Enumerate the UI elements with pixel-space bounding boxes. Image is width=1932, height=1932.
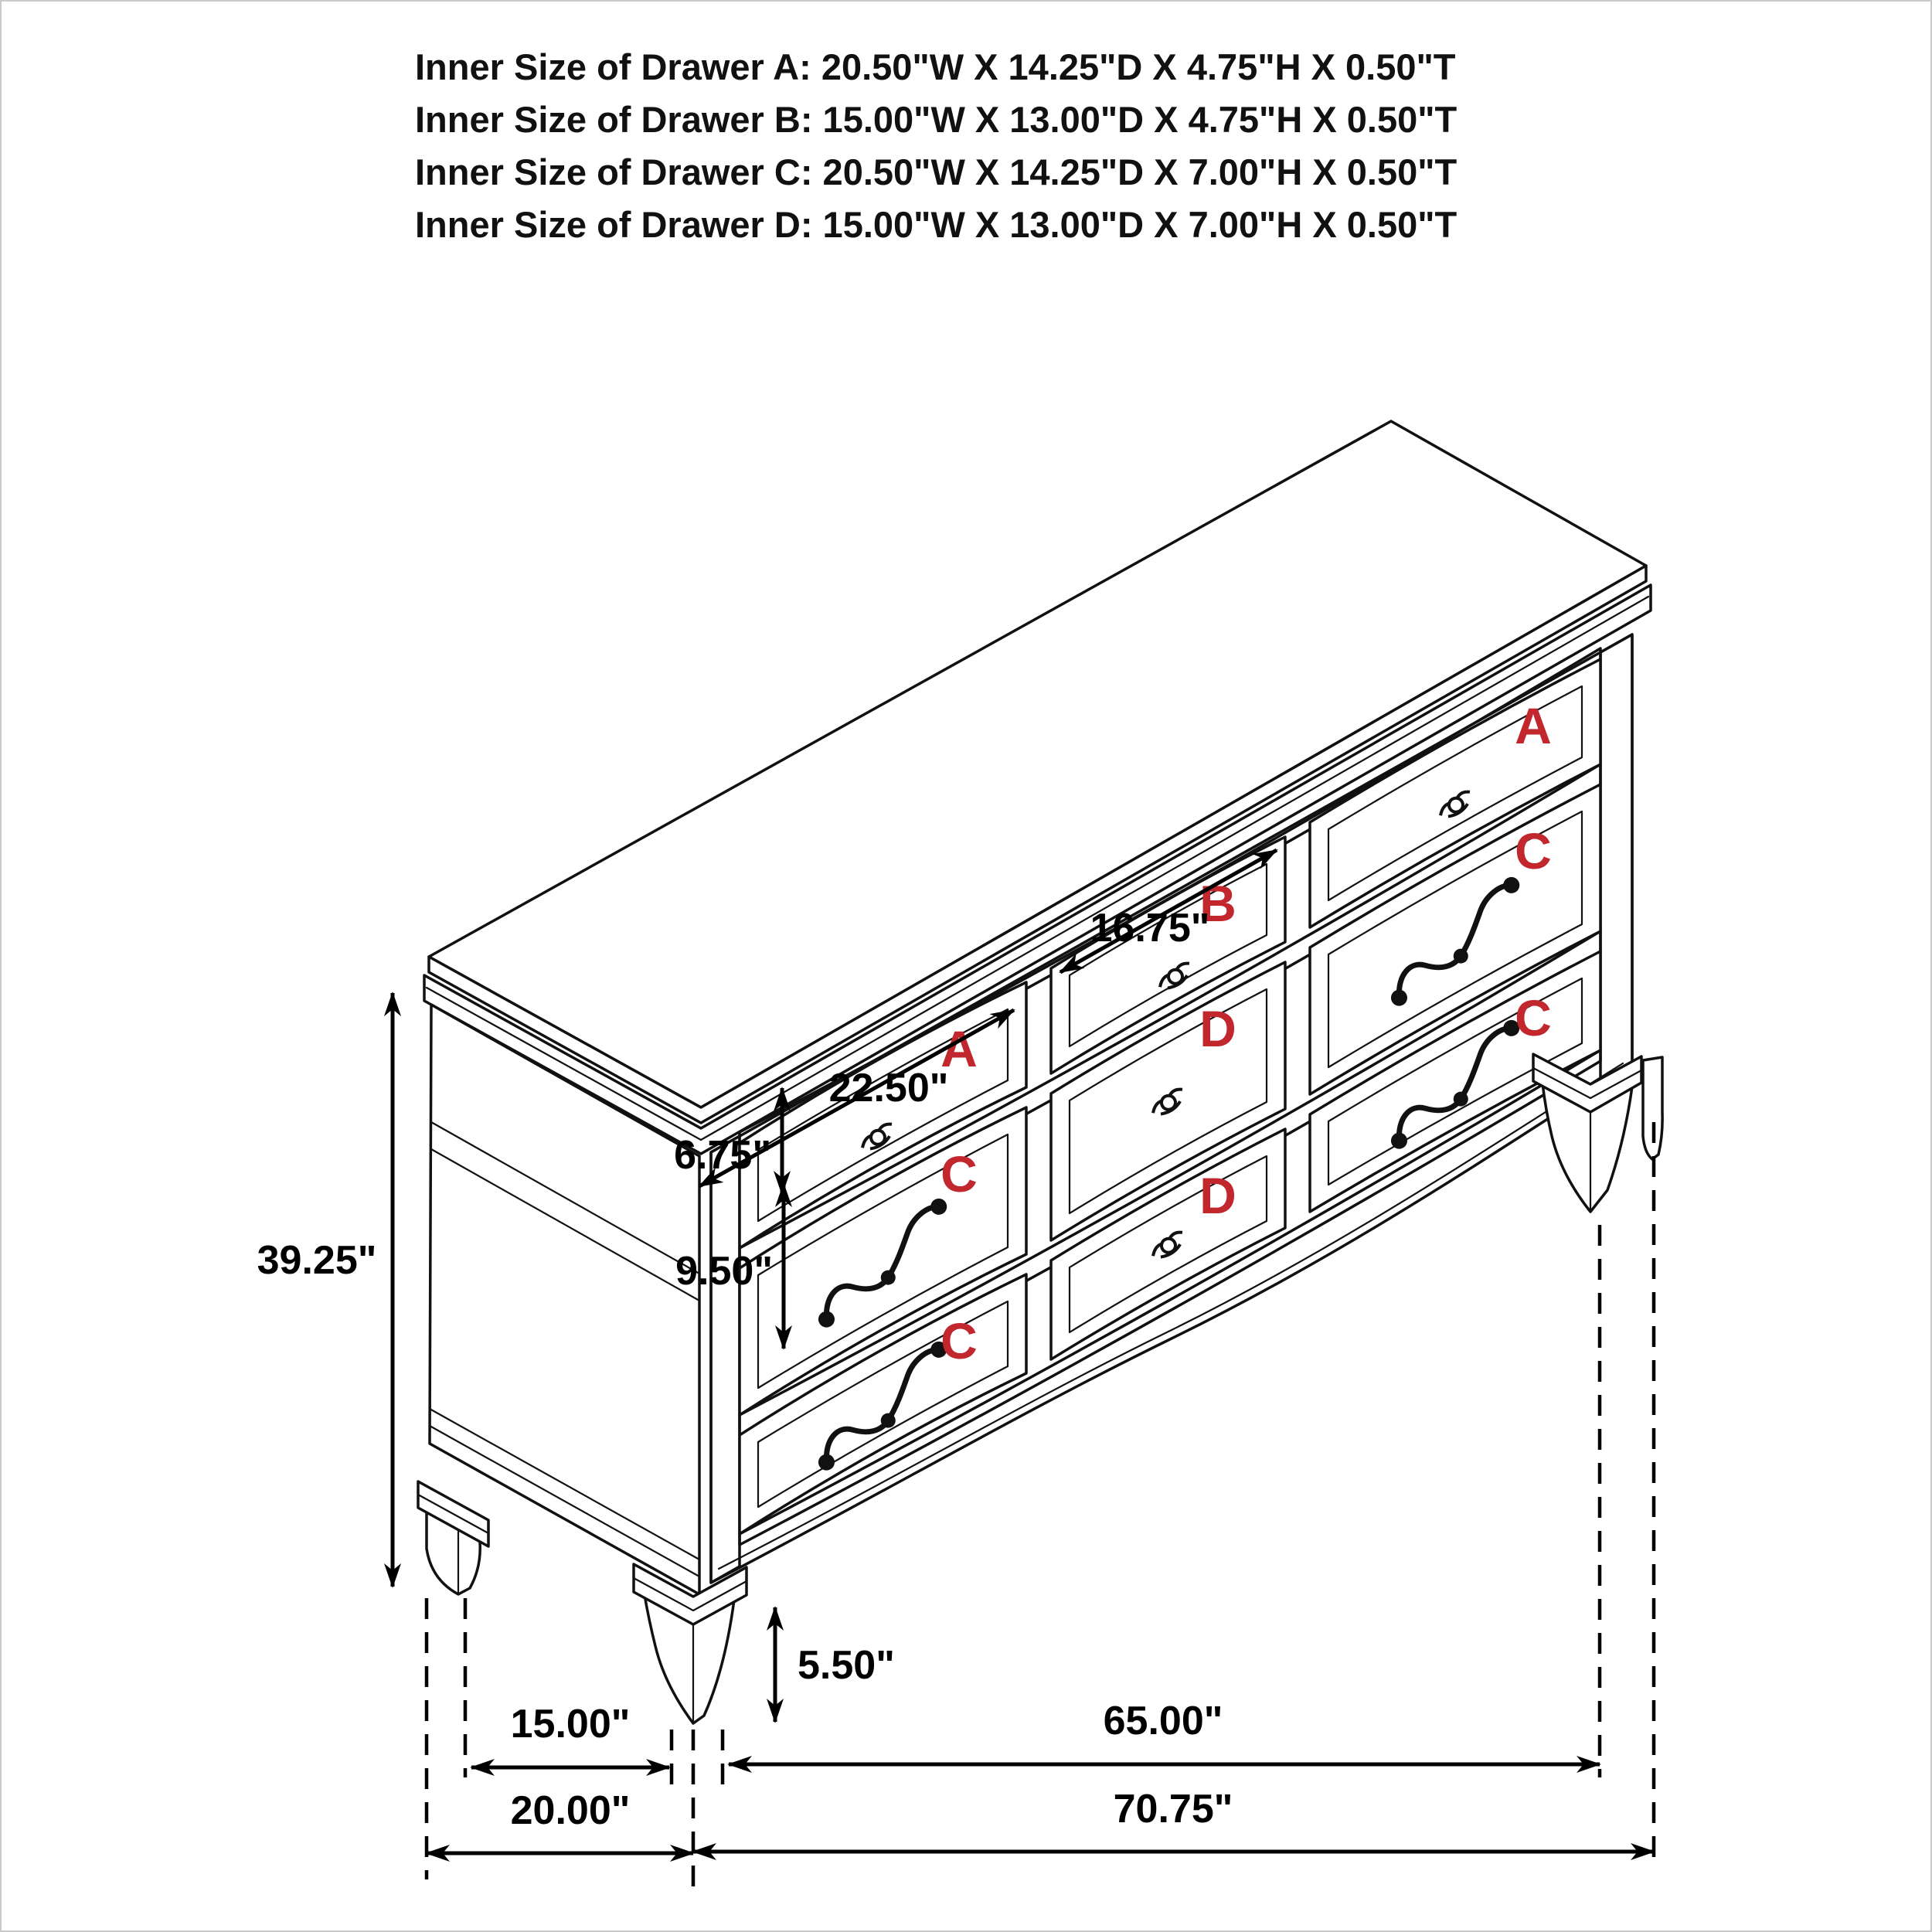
drawer-letter-left-bottom: C <box>940 1312 978 1369</box>
drawer-letter-middle-top: B <box>1199 875 1236 932</box>
overall-depth-label: 20.00" <box>510 1788 631 1833</box>
drawer-letter-right-top: A <box>1515 697 1552 754</box>
drawer-letter-right-middle: C <box>1515 822 1552 879</box>
side-leg-spacing-label: 15.00" <box>510 1702 631 1747</box>
drawer-letter-middle-bottom: D <box>1199 1167 1236 1224</box>
drawer-b-width-label: 16.75" <box>1090 906 1210 951</box>
drawer-letter-middle-middle: D <box>1199 1000 1236 1057</box>
overall-width-label: 70.75" <box>1113 1787 1233 1832</box>
title-line-drawer-c: Inner Size of Drawer C: 20.50"W X 14.25"D X 7.00"H X 0.50"T <box>415 151 1458 192</box>
drawer-letter-right-bottom: C <box>1515 989 1552 1046</box>
rear-right-leg <box>1643 1057 1662 1159</box>
title-line-drawer-b: Inner Size of Drawer B: 15.00"W X 13.00"D X 4.75"H X 0.50"T <box>415 99 1458 140</box>
drawer-letter-left-middle: C <box>940 1145 978 1202</box>
lower-row-height-label: 9.50" <box>675 1249 773 1294</box>
leg-height-label: 5.50" <box>798 1643 895 1688</box>
front-leg-spacing-label: 65.00" <box>1103 1699 1223 1743</box>
top-row-height-label: 6.75" <box>674 1133 771 1178</box>
drawer-letter-left-top: A <box>940 1020 978 1077</box>
title-line-drawer-d: Inner Size of Drawer D: 15.00"W X 13.00"D X 7.00"H X 0.50"T <box>415 204 1458 245</box>
title-line-drawer-a: Inner Size of Drawer A: 20.50"W X 14.25"D X 4.75"H X 0.50"T <box>415 46 1456 87</box>
overall-height-label: 39.25" <box>257 1238 377 1283</box>
drawer-a-width-label: 22.50" <box>828 1066 949 1111</box>
